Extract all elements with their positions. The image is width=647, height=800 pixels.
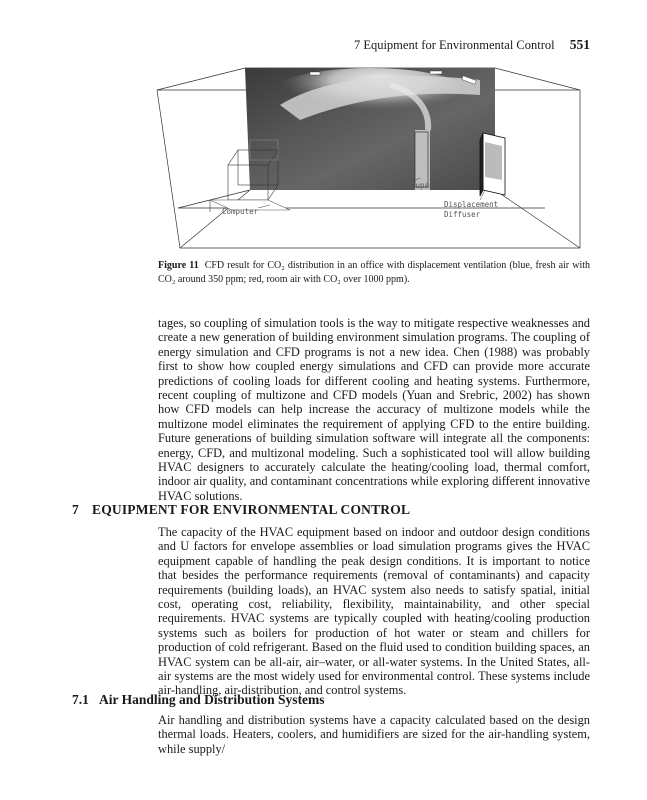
figure-caption-label: Figure 11: [158, 260, 199, 271]
section-title: EQUIPMENT FOR ENVIRONMENTAL CONTROL: [92, 502, 411, 517]
section-number: 7: [72, 502, 79, 517]
page-number: 551: [569, 37, 590, 52]
co2-distribution-plot: [245, 68, 495, 190]
computer-label: Computer: [222, 207, 259, 216]
subsection-paragraph: Air handling and distribution systems have a capacity calculated based on the design thermal loads. Heaters, coolers, and humidifiers are sized for the air-handling system, while supply/: [158, 713, 590, 756]
subsection-number: 7.1: [72, 692, 89, 707]
diffuser-block: [480, 133, 505, 196]
subsection-title: Air Handling and Distribution Systems: [99, 692, 325, 707]
subsection-heading: [72, 692, 325, 708]
running-title: 7 Equipment for Environmental Control: [353, 38, 555, 52]
running-header: [0, 37, 590, 53]
figure-caption-text: CFD result for CO₂ distribution in an office with displacement ventilation (blue, fresh air with CO₂ around 350 ppm; red, room air with CO₂ over 1000 ppm).: [158, 260, 591, 285]
occupant-label: Occupant: [402, 181, 439, 190]
figure-caption: [158, 259, 590, 286]
section-paragraph: The capacity of the HVAC equipment based on indoor and outdoor design conditions and U factors for envelope assemblies or load simulation programs gives the HVAC equipment capable of handling the peak design conditions. It is important to notice that besides the performance requirements (removal of contaminants) and capacity requirements (building loads), an HVAC system also needs to satisfy spatial, initial cost, operating cost, reliability, flexibility, maintainability, and other special requirements. HVAC systems are typically coupled with heating/cooling production systems such as boilers for production of hot water or steam and chillers for production of cold refrigerant. Based on the fluid used to condition building spaces, an HVAC system can be all-air, air–water, or all-water systems. In the United States, all-air systems are the most widely used for environmental control. These systems include air-handling, air-distribution, and control systems.: [158, 525, 590, 698]
displacement-label: Displacement: [444, 200, 499, 209]
diffuser-label: Diffuser: [444, 210, 481, 219]
section-heading: [72, 502, 410, 518]
cfd-figure: [150, 60, 590, 255]
body-paragraph-1: tages, so coupling of simulation tools is the way to mitigate respective weaknesses and create a new generation of building environment simulation programs. The coupling of energy simulation and CFD programs is not a new idea. Chen (1988) was probably first to show how coupled energy simulations and CFD can provide more accurate predictions of cooling loads for different cooling and heating systems. Furthermore, recent coupling of multizone and CFD models (Yuan and Srebric, 2002) has shown how CFD models can help increase the accuracy of multizone models while the multizone model eliminates the requirement of applying CFD to the entire building. Future generations of building simulation software will integrate all the components: energy, CFD, and multizonal modeling. Such a sophisticated tool will allow building HVAC designers to accurately calculate the heating/cooling load, thermal comfort, indoor air quality, and contaminant concentrations while exploring different innovative HVAC solutions.: [158, 316, 590, 503]
